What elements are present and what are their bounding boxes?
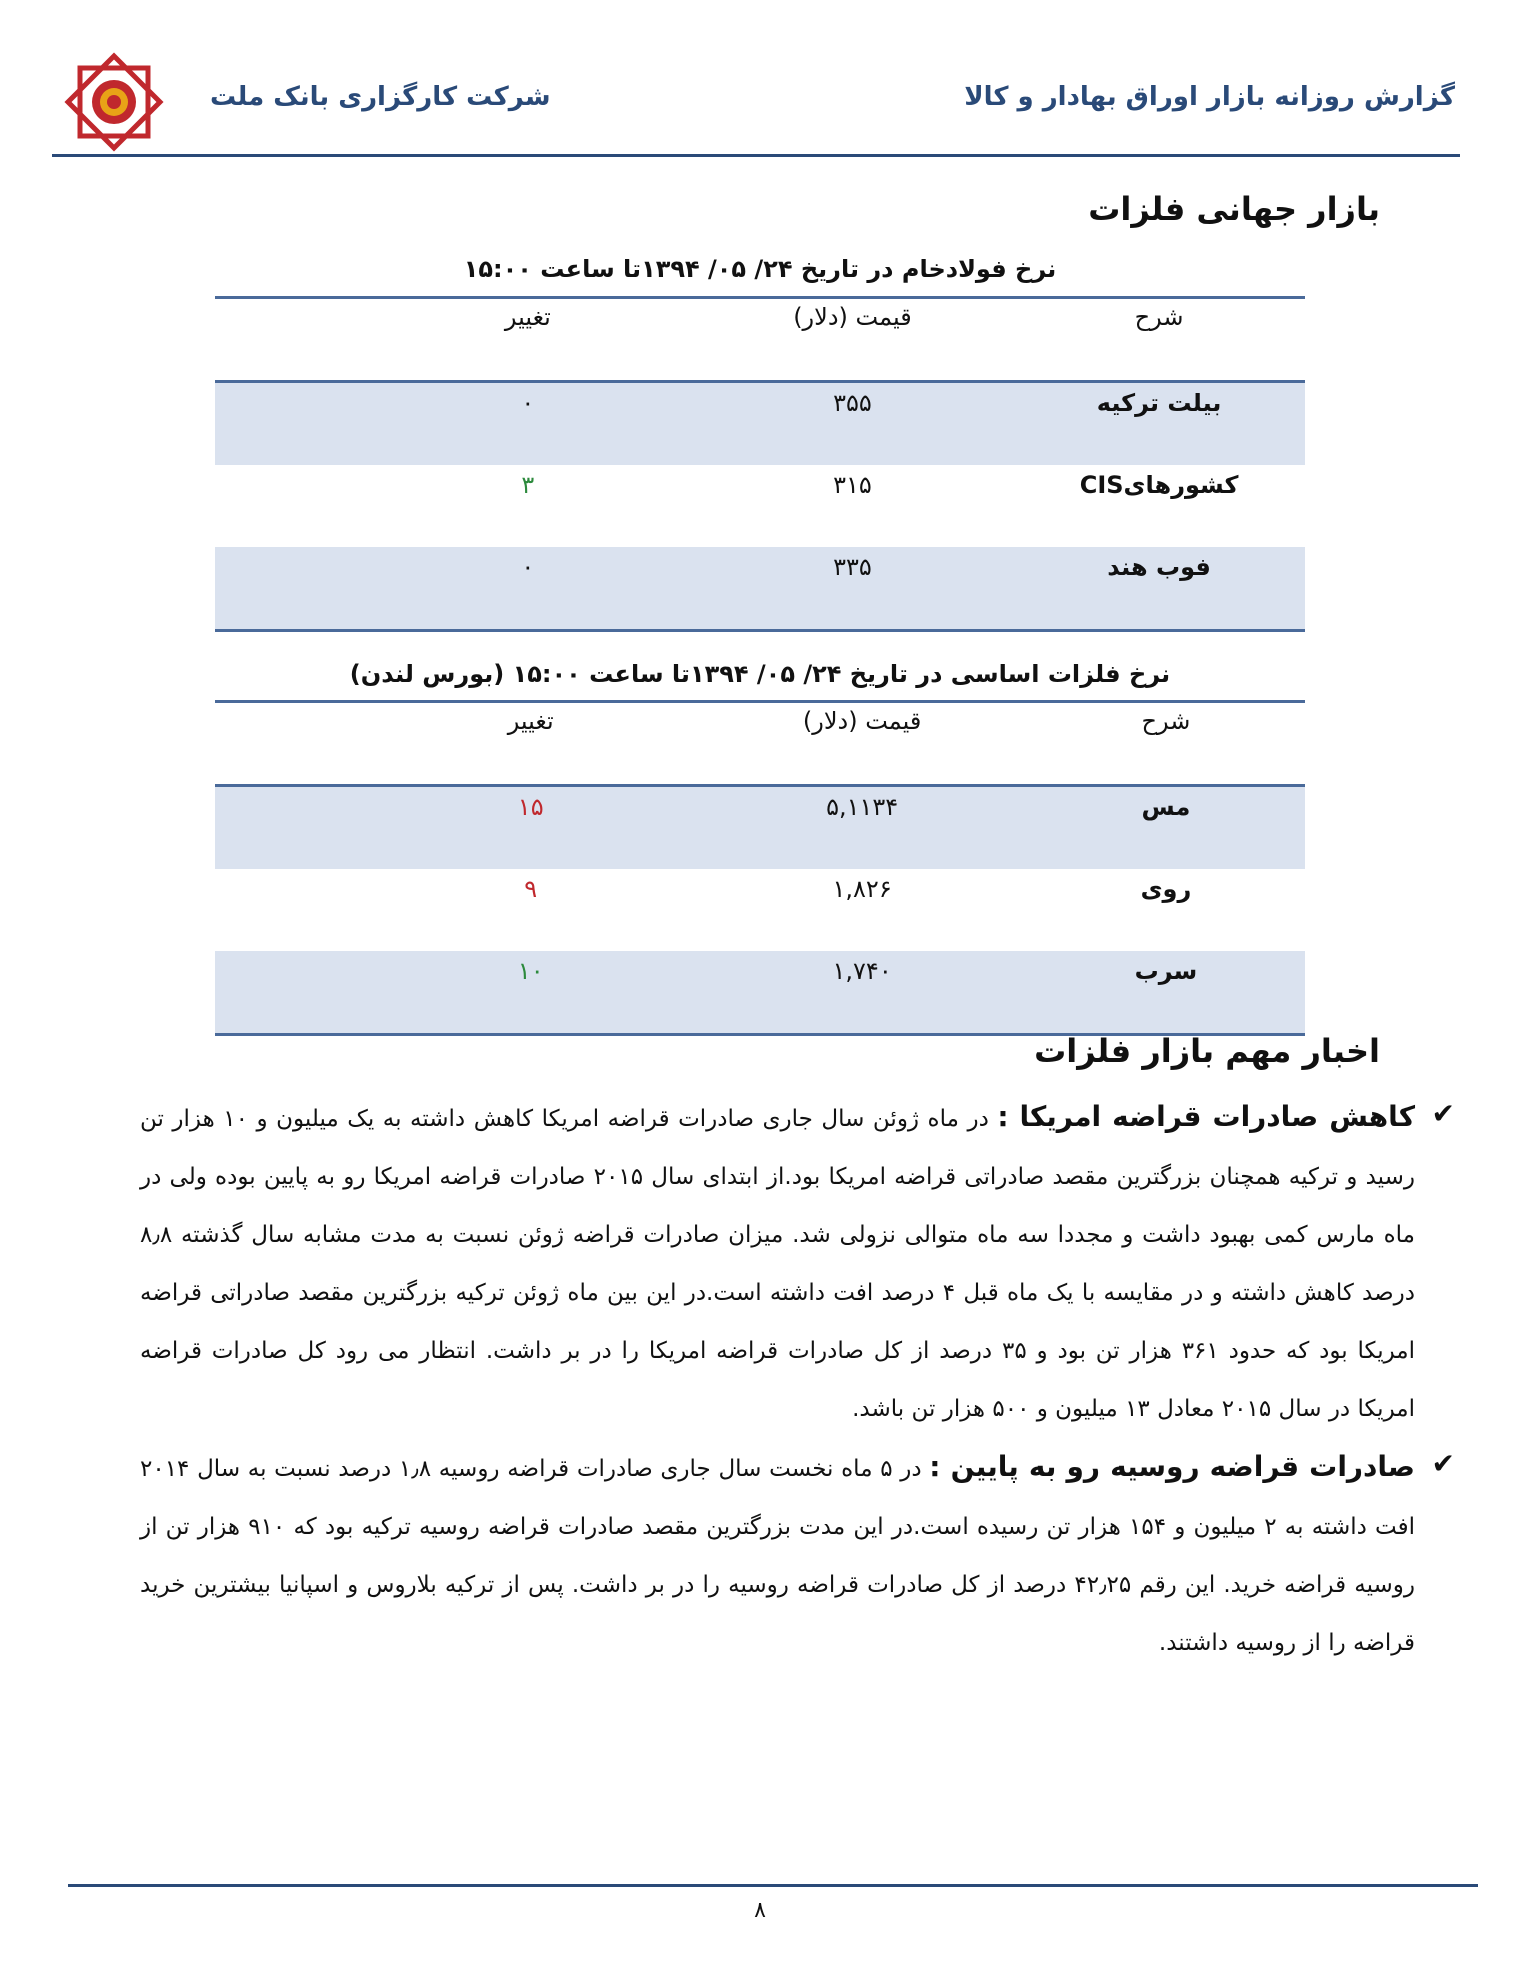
- header-divider: [52, 154, 1460, 157]
- table-row: [215, 869, 1305, 951]
- report-title: گزارش روزانه بازار اوراق بهادار و کالا: [964, 82, 1455, 112]
- table-row: [215, 951, 1305, 1035]
- row-price: ۵,۱۱۳۴: [697, 786, 1027, 870]
- page-number: ۸: [754, 1898, 766, 1923]
- row-change: ۳: [521, 471, 535, 499]
- table-row: [215, 382, 1305, 466]
- news-item: [140, 1438, 1455, 1672]
- company-logo-icon: [62, 50, 166, 154]
- row-desc: مس: [1027, 786, 1305, 870]
- company-name: شرکت کارگزاری بانک ملت: [210, 82, 551, 112]
- row-desc: بیلت ترکیه: [1013, 382, 1305, 466]
- section-title-global-metals: بازار جهانی فلزات: [1088, 190, 1380, 228]
- column-header-desc: شرح: [1027, 702, 1305, 786]
- news-body: در ماه ژوئن سال جاری صادرات قراضه امریکا کاهش داشته به یک میلیون و ۱۰ هزار تن رسید و ترکیه همچنان بزرگترین مقصد صادراتی قراضه امریکا بود.از ابتدای سال ۲۰۱۵ صادرات قراضه امریکا رو به پایین بوده ولی در ماه مارس کمی بهبود داشت و مجددا سه ماه متوالی نزولی شد. میزان صادرات قراضه ژوئن نسبت به مدت مشابه سال گذشته ۸٫۸ درصد کاهش داشته و در مقایسه با یک ماه قبل ۴ درصد افت داشته است.در این بین ماه ژوئن ترکیه بزرگترین مقصد صادراتی قراضه امریکا بود که حدود ۳۶۱ هزار تن بود و ۳۵ درصد از کل صادرات قراضه امریکا را در بر داشت. انتظار می رود کل صادرات قراضه امریکا در سال ۲۰۱۵ معادل ۱۳ میلیون و ۵۰۰ هزار تن باشد.: [140, 1106, 1415, 1422]
- row-change: ۱۰: [215, 951, 697, 1035]
- row-change: ۹: [524, 875, 538, 903]
- checkmark-icon: ✔: [1431, 1447, 1455, 1480]
- row-desc: فوب هند: [1013, 547, 1305, 631]
- column-header-price: قیمت (دلار): [697, 702, 1027, 786]
- news-item: [140, 1088, 1455, 1438]
- table-row: [215, 786, 1305, 870]
- row-desc: روی: [1140, 875, 1192, 903]
- row-desc: سرب: [1027, 951, 1305, 1035]
- column-header-change: تغییر: [215, 702, 697, 786]
- column-header-change: تغییر: [215, 298, 692, 382]
- column-header-price: قیمت (دلار): [692, 298, 1013, 382]
- checkmark-icon: ✔: [1431, 1097, 1455, 1130]
- footer-divider: [68, 1884, 1478, 1887]
- news-list: [140, 1088, 1455, 1672]
- news-headline: کاهش صادرات قراضه امریکا :: [997, 1100, 1415, 1133]
- row-change: ۱۵: [215, 786, 697, 870]
- row-price: ۳۵۵: [692, 382, 1013, 466]
- row-price: ۳۱۵: [833, 471, 872, 499]
- row-price: ۱,۸۲۶: [832, 875, 892, 903]
- row-change: ۰: [215, 547, 692, 631]
- row-price: ۱,۷۴۰: [697, 951, 1027, 1035]
- column-header-desc: شرح: [1013, 298, 1305, 382]
- steel-price-table: [215, 296, 1305, 632]
- section-title-metals-news: اخبار مهم بازار فلزات: [1034, 1032, 1380, 1070]
- news-headline: صادرات قراضه روسیه رو به پایین :: [929, 1450, 1415, 1483]
- row-desc: کشورهایCIS: [1079, 471, 1239, 499]
- row-price: ۳۳۵: [692, 547, 1013, 631]
- table-row: [215, 465, 1305, 547]
- table-row: [215, 547, 1305, 631]
- steel-table-caption: نرخ فولادخام در تاریخ ۲۴/ ۰۵/ ۱۳۹۴تا ساعت ۱۵:۰۰: [463, 255, 1057, 283]
- base-metals-table: [215, 700, 1305, 1036]
- metals-table-caption: نرخ فلزات اساسی در تاریخ ۲۴/ ۰۵/ ۱۳۹۴تا ساعت ۱۵:۰۰ (بورس لندن): [349, 660, 1171, 688]
- news-body: در ۵ ماه نخست سال جاری صادرات قراضه روسیه ۱٫۸ درصد نسبت به سال ۲۰۱۴ افت داشته به ۲ میلیون و ۱۵۴ هزار تن رسیده است.در این مدت بزرگترین مقصد صادرات قراضه روسیه ترکیه بود که ۹۱۰ هزار تن از روسیه قراضه خرید. این رقم ۴۲٫۲۵ درصد از کل صادرات قراضه روسیه را در بر داشت. پس از ترکیه بلاروس و اسپانیا بیشترین خرید قراضه را از روسیه داشتند.: [140, 1456, 1416, 1656]
- row-change: ۰: [215, 382, 692, 466]
